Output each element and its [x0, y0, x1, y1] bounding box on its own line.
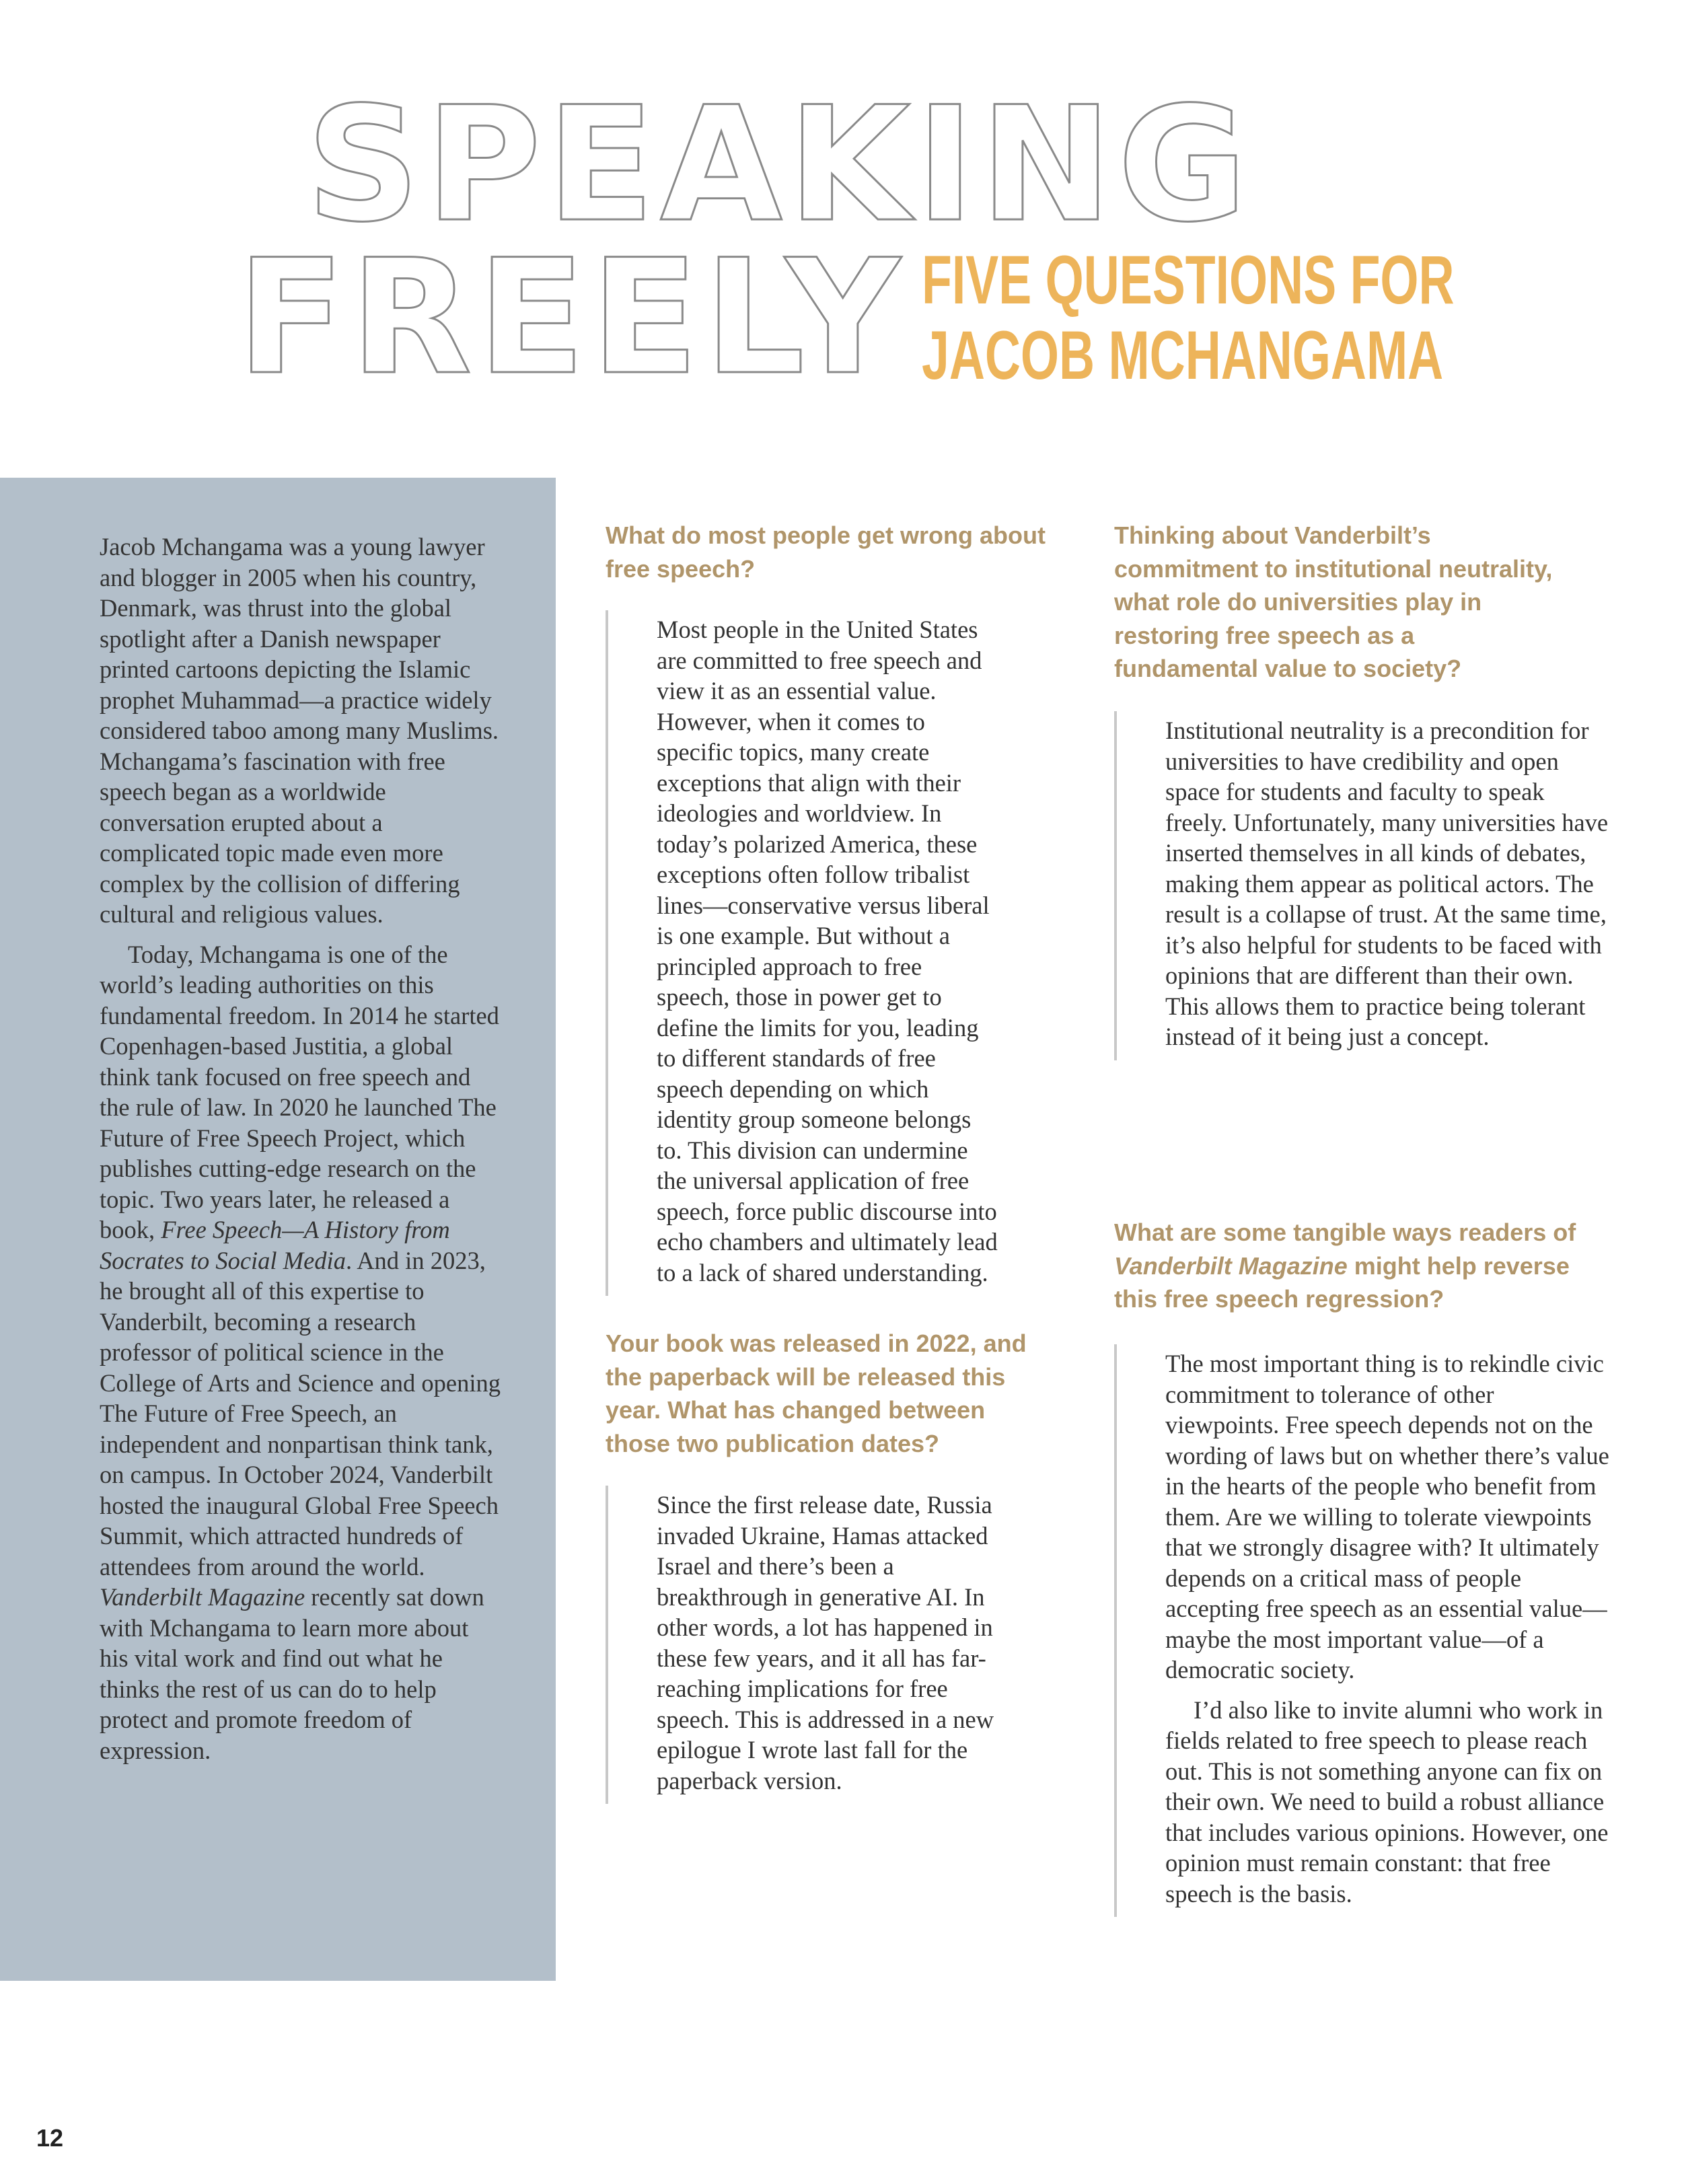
intro-p2-text-b: . And in 2023, he brought all of this expertise to Vanderbilt, becoming a research professor of political science in the College of Arts and Science and opening The Future of Free Speech, an independent and nonpartisan think tank, on campus. In October 2024, Vanderbilt hosted the inaugural Global Free Speech Summit, which attracted hundreds of attendees from around the world.: [100, 1246, 501, 1580]
question-2: Your book was released in 2022, and the paperback will be released this year. What has changed between those two publication dates?: [606, 1330, 1027, 1457]
answer-3: [1114, 711, 1609, 1060]
answer-1: [606, 610, 1000, 1296]
page-number: 12: [36, 2124, 64, 2152]
question-4: [1114, 1216, 1585, 1316]
answer-2-text: Since the first release date, Russia invaded Ukraine, Hamas attacked Israel and there’s been a breakthrough in generative AI. In other words, a lot has happened in these few years, and it all has far-reaching implications for free speech. This is addressed in a new epilogue I wrote last fall for the paperback version.: [657, 1491, 994, 1794]
answer-1-text: Most people in the United States are committed to free speech and view it as an essential value. However, when it comes to specific topics, many create exceptions that align with their ideologies and worldview. In today’s polarized America, these exceptions often follow tribalist lines—conservative versus liberal is one example. But without a principled approach to free speech, those in power get to define the limits for you, leading to different standards of free speech depending on which identity group someone belongs to. This division can undermine the universal application of free speech, force public discourse into echo chambers and ultimately lead to a lack of shared understanding.: [657, 616, 998, 1286]
question-4-text-b: might help reverse this free speech regression?: [1114, 1251, 1570, 1313]
question-3: Thinking about Vanderbilt’s commitment to institutional neutrality, what role do universities play in restoring free speech as a fundamental value to society?: [1114, 521, 1553, 682]
title-freely: FREELY: [237, 226, 906, 410]
question-1: What do most people get wrong about free speech?: [606, 521, 1046, 583]
answer-4: [1114, 1344, 1609, 1917]
intro-paragraph-2: [100, 939, 503, 1766]
question-4-text-a: What are some tangible ways readers of: [1114, 1218, 1576, 1246]
intro-p2-text-a: Today, Mchangama is one of the world’s leading authorities on this fundamental freedom. In 2014 he started Copenhagen-based Justitia, a global think tank focused on free speech and the rule of law. In 2020 he launched The Future of Free Speech Project, which publishes cutting-edge research on the topic. Two years later, he released a book,: [100, 940, 499, 1243]
title-speaking: SPEAKING: [306, 73, 1253, 257]
question-4-magazine: Vanderbilt Magazine: [1114, 1251, 1348, 1280]
intro-paragraph-1: Jacob Mchangama was a young lawyer and blogger in 2005 when his country, Denmark, was thrust into the global spotlight after a Danish newspaper printed cartoons depicting the Islamic prophet Muhammad—a practice widely considered taboo among many Muslims. Mchangama’s fascination with free speech began as a worldwide conversation erupted about a complicated topic made even more complex by the collision of differing cultural and religious values.: [100, 533, 499, 928]
answer-3-text: Institutional neutrality is a precondition for universities to have credibility and open space for students and faculty to speak freely. Unfortunately, many universities have inserted themselves in all kinds of debates, making them appear as political actors. The result is a collapse of trust. At the same time, it’s also helpful for students to be faced with opinions that are different than their own. This allows them to practice being tolerant instead of it being just a concept.: [1165, 717, 1609, 1050]
subtitle-line-2: JACOB MCHANGAMA: [922, 317, 1444, 394]
answer-4-paragraph-2: I’d also like to invite alumni who work in fields related to free speech to please reach out. This is not something anyone can fix on their own. We need to build a robust alliance that includes various opinions. However, one opinion must remain constant: that free speech is the basis.: [1165, 1696, 1609, 1907]
intro-text: [100, 532, 503, 1766]
answer-4-paragraph-1: The most important thing is to rekindle civic commitment to tolerance of other viewpoints. Free speech depends not on the wording of laws but on whether there’s value in the hearts of the people who benefit from them. Are we willing to tolerate viewpoints that we strongly disagree with? It ultimately depends on a critical mass of people accepting free speech as an essential value—maybe the most important value—of a democratic society.: [1165, 1350, 1609, 1683]
magazine-name: Vanderbilt Magazine: [100, 1583, 305, 1611]
subtitle: [922, 242, 1455, 393]
subtitle-line-1: FIVE QUESTIONS FOR: [922, 242, 1455, 318]
answer-2: [606, 1486, 1000, 1804]
book-title: Free Speech—A History from Socrates to Social Media: [100, 1216, 450, 1274]
intro-p2-text-c: recently sat down with Mchangama to learn more about his vital work and find out what he thinks the rest of us can do to help protect and promote freedom of expression.: [100, 1583, 484, 1764]
